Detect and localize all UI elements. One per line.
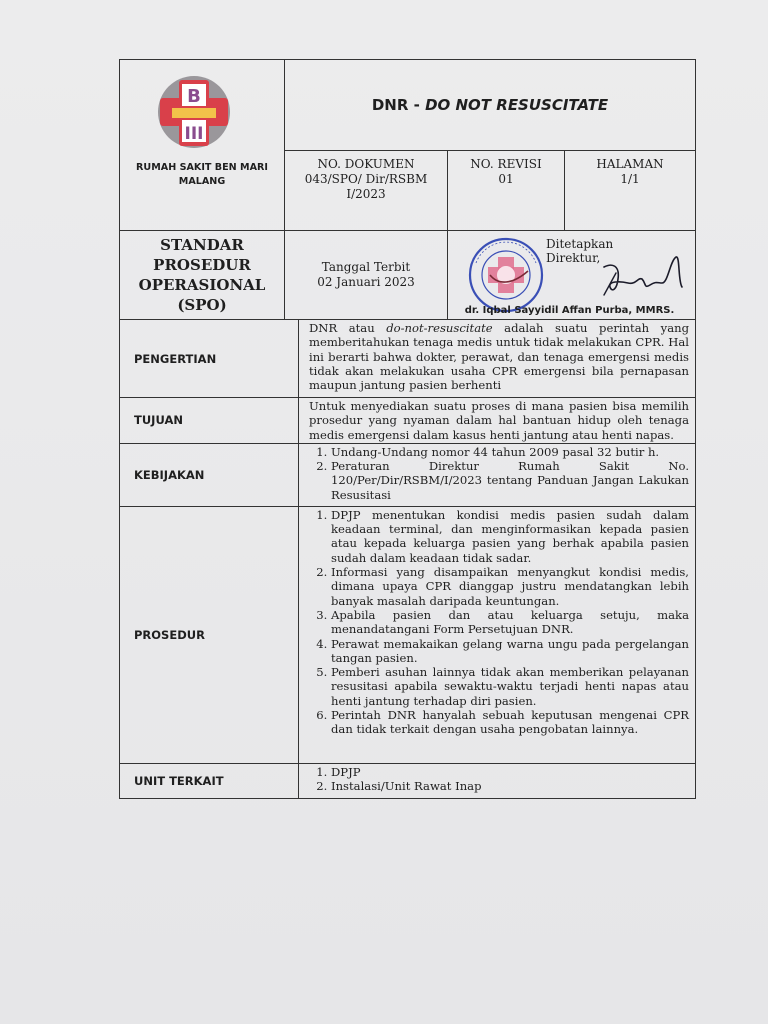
prosedur-item: 3. Apabila pasien dan atau keluarga setuju, maka menandatangani Form Persetujuan DNR. (331, 608, 689, 637)
issue-date: 02 Januari 2023 (317, 275, 415, 289)
signature-cell (448, 231, 696, 320)
spo-line4: (SPO) (177, 296, 227, 314)
spo-line3: OPERASIONAL (138, 276, 266, 294)
pengertian-rest: adalah suatu perintah yang memberitahukan tenaga medis untuk tidak melakukan CPR. Hal ini berarti bahwa dokter, perawat, dan tenaga emergensi medis tidak akan melakukan usaha CPR emergensi bila pernapasan maupun jantung pasien berhenti (309, 321, 689, 393)
content-table (119, 319, 696, 799)
pengertian-prefix: DNR atau (309, 321, 387, 335)
pengertian-text (299, 320, 696, 398)
pengertian-italic-term: do-not-resuscitate (386, 321, 493, 335)
direktur-label: Direktur, (546, 251, 601, 265)
director-name: dr. Iqbal Sayyidil Affan Purba, MMRS. (464, 305, 675, 316)
hospital-logo-cell (120, 60, 285, 231)
spo-line2: PROSEDUR (153, 256, 251, 274)
kebijakan-label: KEBIJAKAN (120, 443, 299, 506)
svg-text:III: III (184, 124, 204, 144)
unit-item: 1. DPJP (331, 765, 689, 779)
prosedur-item: 4. Perawat memakaikan gelang warna ungu pada pergelangan tangan pasien. (331, 637, 689, 666)
ditetapkan-label: Ditetapkan (546, 237, 614, 251)
issue-date-cell (285, 231, 448, 320)
doc-number-line1: 043/SPO/ Dir/RSBM (304, 171, 428, 186)
kebijakan-item: 2. Peraturan Direktur Rumah Sakit No. 120/Per/Dir/RSBM/I/2023 tentang Panduan Jangan Lakukan Resusitasi (331, 459, 689, 502)
document-title (285, 60, 696, 151)
page-cell (565, 150, 696, 230)
prosedur-item: 1. DPJP menentukan kondisi medis pasien sudah dalam keadaan terminal, dan menginformasikan kepada pasien atau kepada keluarga pasien yang berhak apabila pasien sudah dalam keadaan tidak sadar. (331, 508, 689, 565)
handwritten-signature (598, 253, 688, 301)
doc-number-line2: I/2023 (346, 186, 386, 201)
issue-label: Tanggal Terbit (321, 260, 411, 274)
doc-number-cell (285, 150, 448, 230)
prosedur-list (299, 506, 696, 763)
revision-cell (448, 150, 565, 230)
pengertian-label: PENGERTIAN (120, 320, 299, 398)
title-italic: DO NOT RESUSCITATE (425, 95, 609, 114)
spo-heading (120, 231, 285, 320)
page-label: HALAMAN (596, 156, 664, 171)
spo-document (119, 59, 696, 799)
revision-value: 01 (498, 171, 514, 186)
page-value: 1/1 (620, 171, 640, 186)
spo-info-table (119, 230, 696, 320)
kebijakan-list (299, 443, 696, 506)
title-prefix: DNR - (371, 95, 426, 114)
unit-item: 2. Instalasi/Unit Rawat Inap (331, 779, 689, 793)
doc-number-label: NO. DOKUMEN (317, 156, 415, 171)
unit-terkait-label: UNIT TERKAIT (120, 763, 299, 798)
spo-line1: STANDAR (160, 236, 244, 254)
hospital-logo (150, 74, 238, 154)
hospital-name-line1: RUMAH SAKIT BEN MARI (136, 162, 268, 173)
tujuan-label: TUJUAN (120, 398, 299, 444)
unit-terkait-list (299, 763, 696, 798)
header-table (119, 59, 696, 231)
revision-label: NO. REVISI (470, 156, 542, 171)
prosedur-item: 6. Perintah DNR hanyalah sebuah keputusan mengenai CPR dan tidak terkait dengan usaha pengobatan lainnya. (331, 708, 689, 737)
hospital-name-line2: MALANG (178, 176, 226, 187)
hospital-name (124, 161, 280, 189)
kebijakan-item: 1. Undang-Undang nomor 44 tahun 2009 pasal 32 butir h. (331, 445, 689, 459)
prosedur-label: PROSEDUR (120, 506, 299, 763)
prosedur-item: 5. Pemberi asuhan lainnya tidak akan memberikan pelayanan resusitasi apabila sewaktu-waktu terjadi henti napas atau henti jantung terhadap diri pasien. (331, 665, 689, 708)
prosedur-item: 2. Informasi yang disampaikan menyangkut kondisi medis, dimana upaya CPR dianggap justru mendatangkan lebih banyak masalah daripada keuntungan. (331, 565, 689, 608)
svg-text:B: B (187, 86, 201, 107)
tujuan-text: Untuk menyediakan suatu proses di mana pasien bisa memilih prosedur yang nyaman dalam hal bantuan hidup oleh tenaga medis emergensi dalam kasus henti jantung atau henti napas. (299, 398, 696, 444)
